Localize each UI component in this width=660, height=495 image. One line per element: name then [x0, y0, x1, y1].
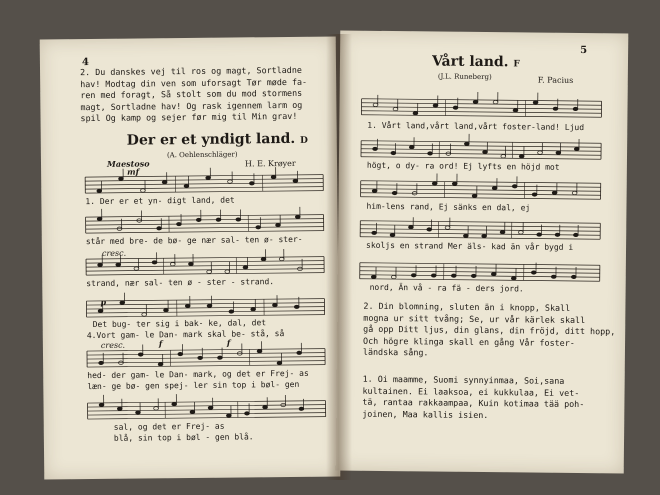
music-note [257, 350, 262, 353]
text-line: tä, rantaa rakkaampaa, Kuin kotimaa tää poh- [362, 396, 585, 410]
music-note [98, 309, 103, 312]
music-note [519, 155, 524, 158]
music-note [574, 147, 579, 150]
music-note [483, 150, 488, 153]
music-note [245, 412, 250, 415]
music-note [136, 411, 141, 414]
music-note [511, 277, 516, 280]
music-staff [360, 261, 600, 282]
text-line: kultainen. Ei laaksoa, ei kukkulaa, Ei vet- [362, 385, 580, 398]
music-note [154, 407, 159, 410]
tempo-marking: Maestoso [106, 158, 150, 169]
music-note [431, 274, 436, 277]
music-note [413, 112, 418, 115]
text-line: ren med foragt, Så stolt som du mod stormens [80, 87, 303, 101]
music-note [236, 218, 241, 221]
music-note [185, 304, 190, 307]
music-staff [85, 167, 323, 193]
music-note [172, 402, 177, 405]
music-note [226, 414, 231, 417]
music-note [225, 270, 230, 273]
text-line: gå opp Ditt ljus, din glans, din fröjd, ditt hopp, [363, 323, 616, 337]
music-note [451, 274, 456, 277]
music-note [188, 262, 193, 265]
page-number-right: 5 [580, 45, 588, 57]
music-note [471, 274, 476, 277]
music-note [372, 189, 377, 192]
text-line: mogna ur sitt tvång; Se, ur vår kärlek skall [363, 312, 586, 325]
music-note [216, 218, 221, 221]
music-note [256, 226, 261, 229]
music-note [117, 407, 122, 410]
page-number-left: 4 [81, 57, 89, 69]
music-note [493, 100, 498, 103]
music-note [552, 191, 557, 194]
music-note [198, 356, 203, 359]
music-note [512, 185, 517, 188]
music-staff [87, 341, 325, 367]
song-title-text: Der er et yndigt land. [126, 130, 296, 149]
music-note [229, 310, 234, 313]
music-note [99, 403, 104, 406]
music-note [391, 151, 396, 154]
right-page [336, 31, 629, 474]
text-line: 1. Oi maamme, Suomi synnyinmaa, Soi,sana [362, 373, 565, 386]
music-note [134, 267, 139, 270]
music-note [176, 222, 181, 225]
music-note [372, 231, 377, 234]
text-line: 2. Du danskes vej til ros og magt, Sortladne [79, 64, 302, 78]
music-note [164, 309, 169, 312]
right-music-staves [336, 31, 629, 474]
music-note [152, 261, 157, 264]
music-note [453, 106, 458, 109]
music-note [299, 407, 304, 410]
text-line: Och högre klinga skall en gång Vår foster- [363, 335, 575, 348]
music-staff [361, 133, 601, 160]
music-note [393, 107, 398, 110]
music-note [492, 186, 497, 189]
music-note [532, 193, 537, 196]
music-note [294, 305, 299, 308]
music-note [445, 226, 450, 229]
music-note [138, 353, 143, 356]
title-mark: D [300, 135, 309, 146]
music-note [208, 406, 213, 409]
music-staff [361, 91, 601, 118]
music-note [97, 217, 102, 220]
lyric-line: sal, og det er Frej- as [113, 421, 225, 432]
music-note [116, 263, 121, 266]
lyric-line: 1. Vårt land,vårt land,vårt foster-land! Ljud [367, 120, 585, 133]
music-note [162, 181, 167, 184]
music-note [272, 303, 277, 306]
music-note [409, 226, 414, 229]
cresc-marking-2: cresc. [100, 340, 126, 350]
text-line: spil Og kamp og sejer før mig til Min grav! [80, 110, 298, 124]
music-note [513, 109, 518, 112]
music-note [207, 270, 212, 273]
music-note [538, 151, 543, 154]
lyric-line: högt, o dy- ra ord! Ej lyfts en höjd mot [366, 160, 560, 172]
lyric-line: læn- ge bø- gen spej- ler sin top i bøl- gen [87, 379, 300, 392]
music-staff [86, 249, 324, 275]
music-note [555, 233, 560, 236]
text-line: ländska sång. [362, 346, 429, 358]
music-note [276, 223, 281, 226]
music-note [463, 234, 468, 237]
music-note [373, 147, 378, 150]
music-note [409, 146, 414, 149]
music-staff [360, 217, 600, 240]
music-note [190, 410, 195, 413]
music-note [428, 152, 433, 155]
music-note [373, 103, 378, 106]
lyric-line: 4.Vort gam- le Dan- mark skal be- stå, så [86, 329, 285, 341]
music-note [98, 263, 103, 266]
lyric-line: Det bug- ter sig i bak- ke, dal, det [92, 318, 267, 330]
lyric-line: him-lens rand, Ej sänks en dal, ej [366, 201, 531, 213]
text-line: joinen, Maa kallis isien. [362, 408, 489, 420]
music-note [207, 304, 212, 307]
music-staff [85, 207, 323, 233]
music-staff [86, 291, 324, 317]
left-page [40, 36, 341, 479]
dynamic-f: f [158, 338, 163, 349]
music-note [452, 182, 457, 185]
music-note [391, 275, 396, 278]
music-note [537, 233, 542, 236]
music-note [228, 180, 233, 183]
lyric-line: hed- der gam- le Dan- mark, og det er Frej- as [87, 368, 309, 381]
music-note [427, 228, 432, 231]
music-note [119, 177, 124, 180]
music-note [473, 100, 478, 103]
music-note [573, 107, 578, 110]
music-staff [87, 393, 325, 419]
music-note [279, 257, 284, 260]
music-note [571, 275, 576, 278]
lyric-line: skoljs en strand Mer äls- kad än vår bygd i [366, 240, 574, 252]
music-note [501, 154, 506, 157]
music-note [249, 182, 254, 185]
music-note [271, 175, 276, 178]
text-line: hav! Modtag din ven som uforsagt Tør møde fa- [80, 76, 308, 89]
music-note [140, 189, 145, 192]
music-note [99, 361, 104, 364]
music-note [178, 352, 183, 355]
music-note [551, 275, 556, 278]
music-note [206, 176, 211, 179]
music-note [263, 405, 268, 408]
music-note [142, 313, 147, 316]
music-note [293, 179, 298, 182]
music-note [390, 233, 395, 236]
composer-right: F. Pacius [537, 75, 574, 85]
music-note [120, 301, 125, 304]
music-note [196, 218, 201, 221]
music-staff [361, 173, 601, 200]
music-note [371, 275, 376, 278]
cresc-marking: cresc. [101, 248, 127, 258]
music-note [218, 356, 223, 359]
poet-credit-right: (J.L. Runeberg) [437, 72, 492, 82]
text-line: magt, Sortladne hav! Og rask igennem larm og [80, 99, 303, 112]
music-note [184, 184, 189, 187]
music-note [491, 272, 496, 275]
music-note [251, 308, 256, 311]
text-line: 2. Din blomning, sluten än i knopp, Skall [363, 300, 571, 313]
music-note [411, 274, 416, 277]
music-note [572, 191, 577, 194]
music-note [482, 234, 487, 237]
music-note [500, 230, 505, 233]
lyric-line: nord, Än vå - ra fä - ders jord. [369, 282, 524, 294]
music-note [277, 361, 282, 364]
music-note [158, 363, 163, 366]
music-note [97, 189, 102, 192]
lyric-line: strand, nær sal- ten ø - ster - strand. [86, 277, 275, 289]
dynamic-f-2: f [226, 337, 231, 348]
dynamic-p: p [100, 296, 107, 307]
music-note [573, 233, 578, 236]
music-note [243, 266, 248, 269]
poet-credit-left: (A. Oehlenschläger) [166, 150, 238, 160]
composer-left: H. E. Krøyer [244, 158, 296, 169]
dynamic-mf: mf [127, 166, 140, 177]
lyric-line: står med bre- de bø- ge nær sal- ten ø- ster- [85, 234, 303, 247]
music-note [472, 194, 477, 197]
music-note [553, 107, 558, 110]
music-note [531, 271, 536, 274]
left-music-staves [40, 36, 341, 479]
lyric-line: 1. Der er et yn- digt land, det [85, 195, 235, 207]
music-note [533, 101, 538, 104]
music-note [433, 104, 438, 107]
song-title-text: Vårt land. [431, 53, 509, 71]
music-note [170, 262, 175, 265]
music-note [297, 351, 302, 354]
music-note [556, 151, 561, 154]
music-note [392, 191, 397, 194]
music-note [261, 258, 266, 261]
music-note [518, 231, 523, 234]
music-note [464, 142, 469, 145]
music-note [157, 227, 162, 230]
lyric-line: blå, sin top i bøl - gen blå. [113, 432, 254, 443]
music-note [295, 215, 300, 218]
music-note [432, 182, 437, 185]
title-mark: F [513, 59, 520, 70]
